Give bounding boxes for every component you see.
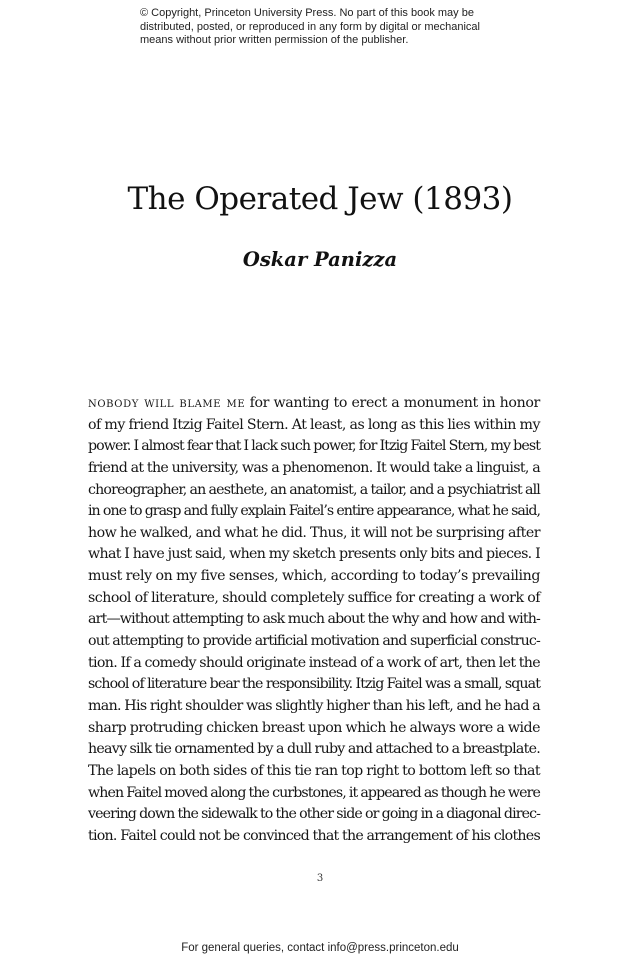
copyright-line: distributed, posted, or reproduced in any form by digital or mechanical [140,20,480,33]
body-line: The lapels on both sides of this tie ran top right to bottom left so that [88,762,540,779]
body-line: school of literature bear the responsibility. Itzig Faitel was a small, squat [88,676,540,693]
body-line: art—without attempting to ask much about the why and how and with- [88,611,540,628]
footer-contact: For general queries, contact info@press.princeton.edu [181,942,459,954]
body-line: choreographer, an aesthete, an anatomist, a tailor, and a psychiatrist all [88,481,540,498]
first-line-rest: for wanting to erect a monument in honor [245,395,540,411]
copyright-line: © Copyright, Princeton University Press. No part of this book may be [140,7,474,19]
body-line: in one to grasp and fully explain Faitel’s entire appearance, what he said, [88,503,540,520]
body-line: man. His right shoulder was slightly higher than his left, and he had a [88,697,540,714]
body-line: veering down the sidewalk to the other side or going in a diagonal direc- [88,806,540,823]
body-line: heavy silk tie ornamented by a dull ruby and attached to a breastplate. [88,741,540,758]
body-line [88,393,540,415]
body-line: when Faitel moved along the curbstones, it appeared as though he were [88,784,540,801]
body-line: tion. If a comedy should originate instead of a work of art, then let the [88,654,540,671]
page-number: 3 [316,873,324,884]
body-line: out attempting to provide artificial motivation and superficial construc- [88,633,540,650]
copyright-notice [140,7,520,48]
body-text [88,393,540,847]
body-line: school of literature, should completely suffice for creating a work of [88,589,540,606]
chapter-title: The Operated Jew (1893) [127,181,513,217]
copyright-line: means without prior written permission of the publisher. [140,34,409,46]
body-line: tion. Faitel could not be convinced that the arrangement of his clothes [88,827,540,844]
body-line: how he walked, and what he did. Thus, it will not be surprising after [88,524,540,541]
opening-smallcaps: nobody will blame me [88,395,246,411]
body-line: of my friend Itzig Faitel Stern. At least, as long as this lies within my [88,416,540,433]
body-line: friend at the university, was a phenomenon. It would take a linguist, a [88,459,540,476]
body-line: power. I almost fear that I lack such power, for Itzig Faitel Stern, my best [88,438,540,455]
body-line: must rely on my five senses, which, according to today’s prevailing [88,568,540,585]
body-line: sharp protruding chicken breast upon which he always wore a wide [88,719,540,736]
chapter-author: Oskar Panizza [242,248,398,271]
body-line: what I have just said, when my sketch presents only bits and pieces. I [88,546,540,563]
